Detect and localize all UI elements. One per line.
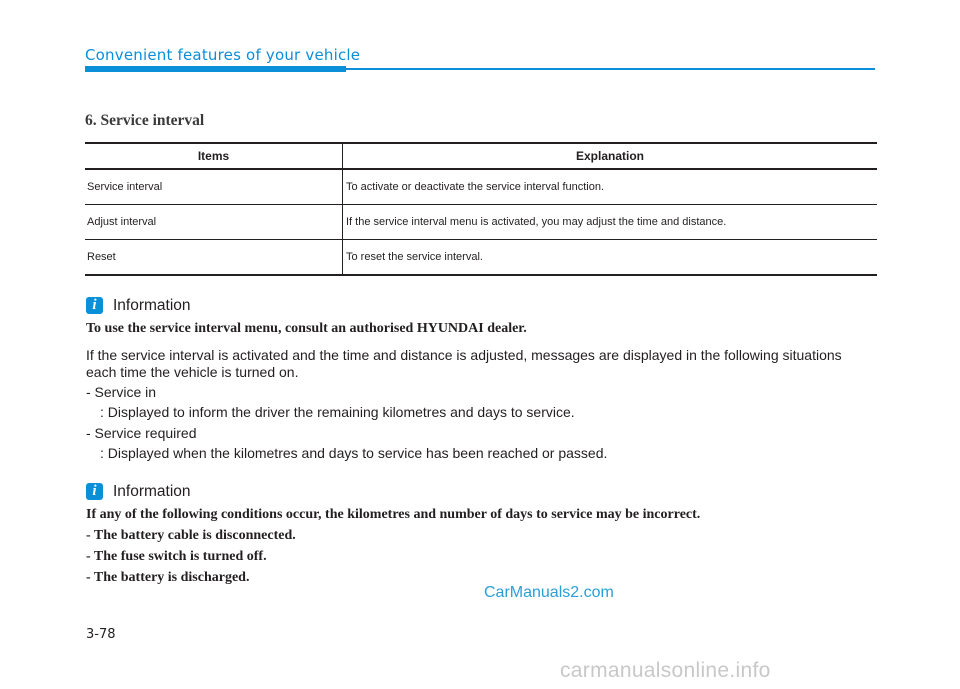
watermark-carmanuals2[interactable]: CarManuals2.com <box>484 584 614 601</box>
info-icon: i <box>86 297 103 314</box>
info-paragraph: If the service interval is activated and the time and distance is adjusted, messages are displayed in the following situations each time the vehicle is turned on. <box>86 347 842 380</box>
list-item-desc: : Displayed when the kilometres and days to service has been reached or passed. <box>100 445 608 461</box>
list-item: - The fuse switch is turned off. <box>86 549 267 564</box>
info-note-bold: If any of the following conditions occur, the kilometres and number of days to service may be incorrect. <box>86 507 701 522</box>
table-cell-explanation: If the service interval menu is activated, you may adjust the time and distance. <box>343 205 878 240</box>
watermark-carmanualsonline[interactable]: carmanualsonline.info <box>560 659 771 682</box>
list-item-desc: : Displayed to inform the driver the remaining kilometres and days to service. <box>100 404 575 420</box>
list-item-title: - Service required <box>86 425 197 441</box>
table-cell-item: Reset <box>85 240 343 276</box>
info-heading: Information <box>113 483 191 500</box>
table-cell-item: Service interval <box>85 169 343 205</box>
info-heading: Information <box>113 297 191 314</box>
chapter-bar-accent <box>85 66 346 72</box>
table-header-row <box>85 143 877 169</box>
column-header-explanation: Explanation <box>343 143 878 169</box>
section-title: 6. Service interval <box>85 112 205 129</box>
service-interval-table <box>85 142 877 276</box>
table-cell-item: Adjust interval <box>85 205 343 240</box>
chapter-bar-line <box>346 68 875 70</box>
table-row <box>85 169 877 205</box>
table-cell-explanation: To activate or deactivate the service interval function. <box>343 169 878 205</box>
table-cell-explanation: To reset the service interval. <box>343 240 878 276</box>
column-header-items: Items <box>85 143 343 169</box>
list-item-title: - Service in <box>86 384 157 400</box>
page-number: 3-78 <box>86 627 116 642</box>
info-note-bold: To use the service interval menu, consult an authorised HYUNDAI dealer. <box>86 321 527 336</box>
list-item: - The battery cable is disconnected. <box>86 528 296 543</box>
table-row <box>85 240 877 276</box>
table-row <box>85 205 877 240</box>
list-item: - The battery is discharged. <box>86 570 250 585</box>
info-icon: i <box>86 483 103 500</box>
chapter-title: Convenient features of your vehicle <box>85 46 361 64</box>
